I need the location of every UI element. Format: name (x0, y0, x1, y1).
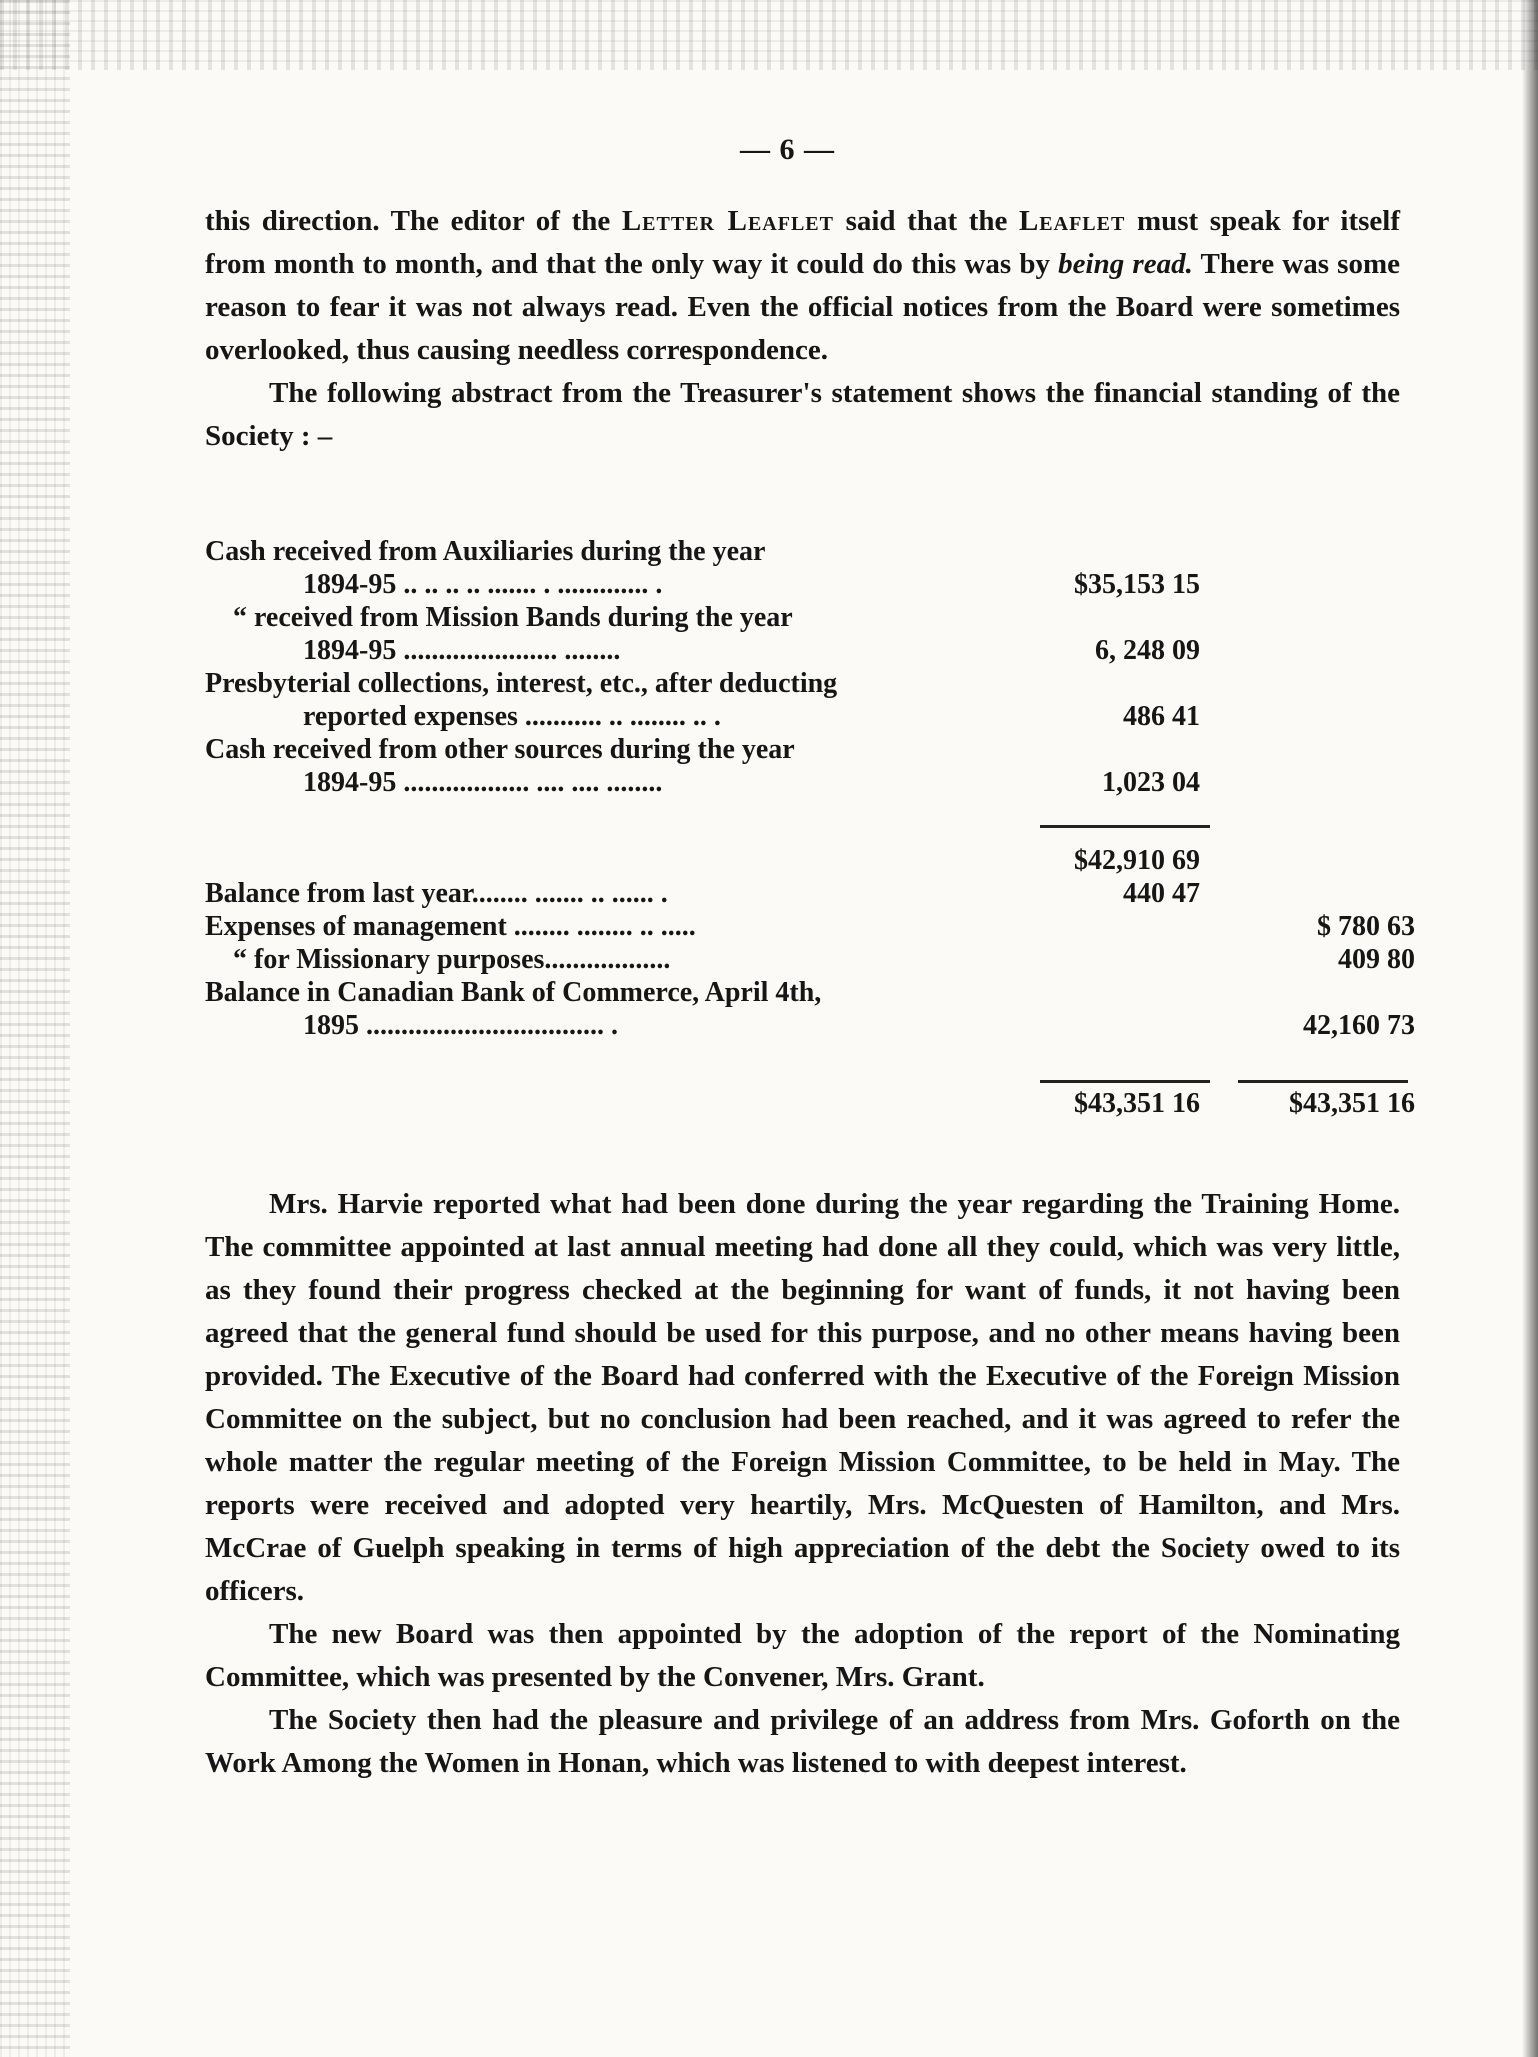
paragraph-3: Mrs. Harvie reported what had been done during the year regarding the Training Home. The committee appointed at last annual meeting had done all they could, which was very little, as they found their progress checked at the beginning for want of funds, it not having been agreed that the general fund should be used for this purpose, and no other means having been provided. The Executive of the Board had conferred with the Executive of the Foreign Mission Committee on the subject, but no conclusion had been reached, and it was agreed to refer the whole matter the regular meeting of the Foreign Mission Committee, to be held in May. The reports were received and adopted very heartily, Mrs. McQuesten of Hamilton, and Mrs. McCrae of Guelph speaking in terms of high appreciation of the debt the Society owed to its officers. (205, 1188, 1400, 1607)
ledger-desc: Balance in Canadian Bank of Commerce, April 4th, (205, 977, 822, 1008)
ledger-amount: 486 41 (1123, 701, 1200, 732)
sum-rule (1040, 825, 1210, 828)
scan-edge-left (0, 0, 70, 2057)
ledger-amount: 1,023 04 (1102, 767, 1200, 798)
ledger-row (205, 1009, 1415, 1042)
scan-edge-top (0, 0, 1538, 70)
paragraph-2: The following abstract from the Treasurer's statement shows the financial standing of the Society : – (205, 377, 1400, 452)
ledger-desc: 1894-95 ...................... ........ (303, 635, 621, 666)
ledger-total: $43,351 16 (1289, 1088, 1415, 1119)
ledger-amount: 42,160 73 (1303, 1010, 1415, 1041)
ledger-row (205, 634, 1415, 667)
ledger-amount: $35,153 15 (1074, 569, 1200, 600)
paragraph-1 (205, 200, 1400, 372)
sum-rule (1238, 1080, 1408, 1083)
ledger-desc: Cash received from Auxiliaries during the year (205, 536, 766, 567)
ledger-row (205, 700, 1415, 733)
ledger-row (205, 733, 1415, 766)
ledger-total: $43,351 16 (1074, 1088, 1200, 1119)
letter-leaflet-title: Letter Leaflet (621, 205, 834, 237)
ledger-amount: 440 47 (1123, 878, 1200, 909)
body-text (205, 1183, 1400, 1785)
ledger-amount: 6, 248 09 (1095, 635, 1200, 666)
intro-text (205, 200, 1400, 458)
ledger-desc: Presbyterial collections, interest, etc., after deducting (205, 668, 838, 699)
leaflet-title: Leaflet (1018, 205, 1126, 237)
scan-edge-right (1522, 0, 1538, 2057)
ledger-row (205, 667, 1415, 700)
ledger-spacer (205, 799, 1415, 844)
ledger-row (205, 568, 1415, 601)
ledger-desc: Cash received from other sources during the year (205, 734, 795, 765)
ledger-row (205, 844, 1415, 877)
ledger-desc: “ for Missionary purposes.................. (233, 944, 671, 975)
ledger-row (205, 976, 1415, 1009)
p1-start: this direction. The editor of the (205, 205, 622, 237)
sum-rule (1040, 1080, 1210, 1083)
ledger-row (205, 910, 1415, 943)
ledger-desc: “ received from Mission Bands during the year (233, 602, 793, 633)
ledger-row (205, 535, 1415, 568)
ledger-desc: 1895 .................................. . (303, 1010, 618, 1041)
p1-end: There was some reason to fear it was not always read. Even the official notices from the Board were sometimes overlooked, thus causing needless correspondence. (205, 248, 1400, 366)
ledger-row (205, 877, 1415, 910)
page-number: — 6 — (740, 133, 835, 166)
being-read-emphasis: being read. (1058, 248, 1193, 280)
paragraph-5: The Society then had the pleasure and privilege of an address from Mrs. Goforth on the Work Among the Women in Honan, which was listened to with deepest interest. (205, 1704, 1400, 1779)
ledger-desc: 1894-95 .. .. .. .. ....... . ............. . (303, 569, 663, 600)
ledger-subtotal: $42,910 69 (1074, 845, 1200, 876)
ledger-amount: $ 780 63 (1317, 911, 1415, 942)
ledger-row (205, 1087, 1415, 1120)
ledger-spacer (205, 1042, 1415, 1087)
p1-mid2: must speak for itself from month to month, and that the only way it could do this was by (205, 205, 1401, 280)
ledger-desc: reported expenses ........... .. ........ .. . (303, 701, 721, 732)
ledger-row (205, 601, 1415, 634)
treasurer-statement (205, 535, 1415, 1120)
ledger-desc: 1894-95 .................. .... .... ........ (303, 767, 663, 798)
ledger-row (205, 766, 1415, 799)
paragraph-4: The new Board was then appointed by the adoption of the report of the Nominating Committee, which was presented by the Convener, Mrs. Grant. (205, 1618, 1400, 1693)
ledger-row (205, 943, 1415, 976)
ledger-amount: 409 80 (1338, 944, 1415, 975)
ledger-desc: Expenses of management ........ ........ .. ..... (205, 911, 696, 942)
ledger-desc: Balance from last year........ ....... .. ...... . (205, 878, 668, 909)
p1-mid: said that the (833, 205, 1019, 237)
